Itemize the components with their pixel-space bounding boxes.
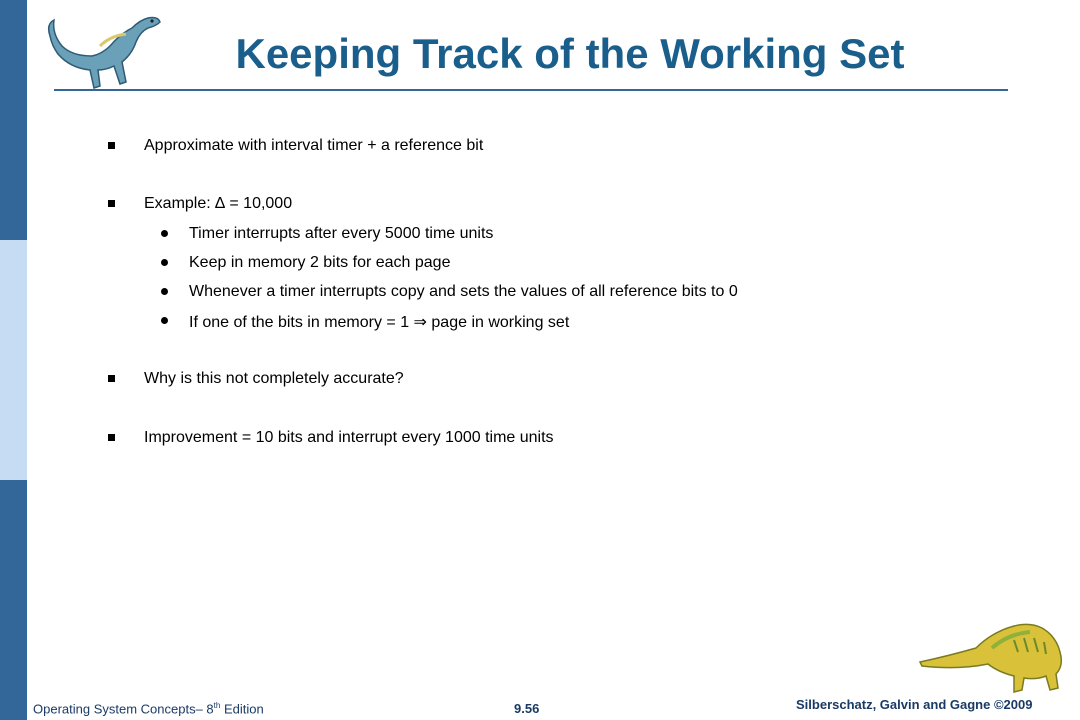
dinosaur-top-left-icon bbox=[40, 6, 165, 91]
square-bullet-icon bbox=[108, 434, 115, 441]
bullet-text: Approximate with interval timer + a reference bit bbox=[144, 137, 484, 154]
footer-book-suffix: Edition bbox=[220, 701, 264, 717]
slide-title: Keeping Track of the Working Set bbox=[235, 30, 905, 77]
title-underline bbox=[54, 89, 1008, 91]
sub-bullet-text: Whenever a timer interrupts copy and sets the values of all reference bits to 0 bbox=[189, 283, 738, 300]
sub-bullet-text: Keep in memory 2 bits for each page bbox=[189, 254, 451, 271]
bullet-text: Example: ∆ = 10,000 bbox=[144, 195, 293, 212]
round-bullet-icon bbox=[161, 259, 168, 266]
left-decorative-bar bbox=[0, 0, 27, 720]
footer-copyright: Silberschatz, Galvin and Gagne ©2009 bbox=[796, 697, 1033, 712]
square-bullet-icon bbox=[108, 375, 115, 382]
square-bullet-icon bbox=[108, 200, 115, 207]
sub-bullet-text: If one of the bits in memory = 1 ⇒ page in working set bbox=[189, 314, 570, 331]
sub-bullet-text: Timer interrupts after every 5000 time units bbox=[189, 225, 494, 242]
dinosaur-bottom-right-icon bbox=[918, 618, 1068, 694]
round-bullet-icon bbox=[161, 230, 168, 237]
bullet-text: Why is this not completely accurate? bbox=[144, 370, 404, 387]
round-bullet-icon bbox=[161, 288, 168, 295]
left-bar-highlight bbox=[0, 240, 27, 480]
footer-page-number: 9.56 bbox=[514, 701, 540, 716]
bullet-text: Improvement = 10 bits and interrupt every 1000 time units bbox=[144, 429, 554, 446]
footer-book-sup: th bbox=[213, 701, 221, 710]
round-bullet-icon bbox=[161, 317, 168, 324]
footer-book-title bbox=[33, 701, 264, 716]
footer-book-prefix: Operating System Concepts– 8 bbox=[33, 701, 214, 717]
square-bullet-icon bbox=[108, 142, 115, 149]
